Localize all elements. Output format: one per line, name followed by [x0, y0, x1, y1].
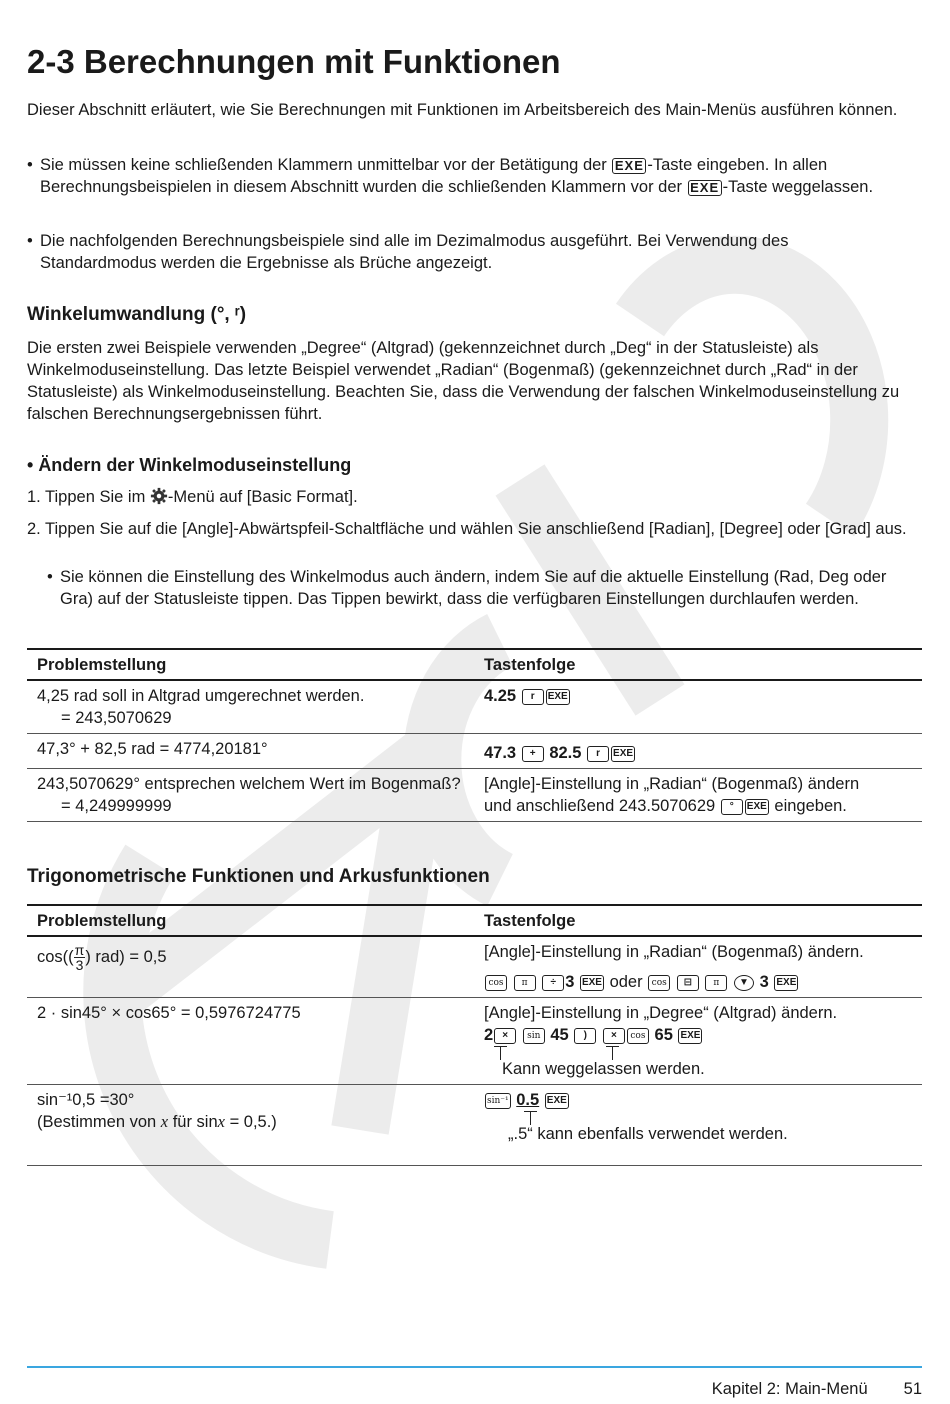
- keys-instruction: [Angle]-Einstellung in „Degree“ (Altgrad) ändern.: [484, 1004, 838, 1022]
- keys-instruction-text: und anschließend 243.5070629: [484, 797, 716, 815]
- table-row: [27, 769, 922, 822]
- problem-result: = 243,5070629: [61, 709, 172, 727]
- bullet-text: [40, 154, 907, 198]
- angle-conversion-table: [27, 648, 922, 822]
- bullet-text-part: -Taste eingeben. In allen Berechnungsbeispielen in diesem Abschnitt wurden die schließenden Klammern vor der: [40, 156, 828, 196]
- exe-key-icon: EXE: [545, 1093, 569, 1109]
- keys-instruction: [Angle]-Einstellung in „Radian“ (Bogenmaß) ändern: [484, 775, 860, 793]
- bullet-decimal-mode: [27, 230, 907, 274]
- key-input-number: 4.25: [484, 687, 517, 705]
- fraction-key-icon: ⊟: [677, 975, 699, 991]
- bullet-text: Sie können die Einstellung des Winkelmodus auch ändern, indem Sie auf die aktuelle Einstellung (Rad, Deg oder Gra) auf der Statusleiste tippen. Das Tippen bewirkt, dass die verfügbaren Einstellungen durchlaufen werden.: [60, 568, 887, 608]
- step-1: [27, 486, 358, 508]
- key-input-number: 47.3: [484, 744, 517, 762]
- fraction-denominator: 3: [75, 957, 84, 973]
- problem-text-part: = 0,5.): [224, 1113, 277, 1131]
- keys-instruction: [484, 795, 912, 817]
- exe-key-icon: EXE: [745, 799, 769, 815]
- subheading-text: Ändern der Winkelmoduseinstellung: [38, 455, 352, 475]
- problem-cell: 2 · sin45° × cos65° = 0,5976724775: [27, 998, 474, 1085]
- problem-cell: [27, 1085, 474, 1166]
- table-row: [27, 734, 922, 769]
- key-input-number: 65: [654, 1026, 673, 1044]
- multiply-key-icon: ×: [494, 1028, 516, 1044]
- omit-marker-line: [500, 1046, 501, 1060]
- degree-key-icon: °: [721, 799, 743, 815]
- column-header-problem: Problemstellung: [27, 905, 474, 936]
- sin-key-icon: sin: [523, 1028, 545, 1044]
- step-text: -Menü auf [Basic Format].: [167, 488, 358, 506]
- key-sequence: [484, 1024, 912, 1046]
- step-text: 1. Tippen Sie im: [27, 488, 150, 506]
- angle-conversion-text: Die ersten zwei Beispiele verwenden „Degree“ (Altgrad) (gekennzeichnet durch „Deg“ in der Statusleiste) als Winkelmoduseinstellung. Das letzte Beispiel verwendet „Radian“ (Bogenmaß) (gekennzeichnet durch „Rad“ in der Statusleiste) als Winkelmoduseinstellung. Beachten Sie, dass die Verwendung der falschen Winkelmoduseinstellung zu falschen Berechnungsergebnissen führt.: [27, 339, 900, 423]
- fraction: [74, 943, 86, 972]
- alt-input-note: „.5“ kann ebenfalls verwendet werden.: [508, 1125, 788, 1143]
- intro-text: Dieser Abschnitt erläutert, wie Sie Berechnungen mit Funktionen im Arbeitsbereich des Main-Menüs ausführen können.: [27, 101, 898, 119]
- key-input-number: 82.5: [549, 744, 582, 762]
- exe-key-icon: EXE: [678, 1028, 702, 1044]
- keys-cell: [474, 1085, 922, 1166]
- cos-key-icon: cos: [627, 1028, 649, 1044]
- column-header-problem: Problemstellung: [27, 649, 474, 680]
- bullet-dot: •: [27, 156, 33, 174]
- cos-key-icon: cos: [485, 975, 507, 991]
- alt-input-marker-lines: [484, 1111, 912, 1127]
- omit-marker-line: [612, 1046, 613, 1060]
- table-row: [27, 1085, 922, 1166]
- variable-x: x: [217, 1112, 225, 1131]
- problem-text-part: (Bestimmen von: [37, 1113, 161, 1131]
- omit-marker-lines: [484, 1046, 912, 1062]
- settings-gear-icon: [150, 487, 168, 505]
- keys-or-text: oder: [609, 973, 643, 991]
- keys-cell: [474, 998, 922, 1085]
- keys-instruction-text: eingeben.: [774, 797, 847, 815]
- table-header-row: [27, 905, 922, 936]
- step-2-note: [47, 566, 917, 610]
- table-row: [27, 680, 922, 734]
- trig-functions-table: [27, 904, 922, 1166]
- exe-key-icon: EXE: [688, 180, 722, 196]
- problem-text: ) rad) = 0,5: [85, 947, 167, 966]
- plus-key-icon: +: [522, 746, 544, 762]
- problem-text: 243,5070629° entsprechen welchem Wert im Bogenmaß?: [37, 775, 461, 793]
- divide-key-icon: ÷: [542, 975, 564, 991]
- radian-key-icon: r: [587, 746, 609, 762]
- step-2: 2. Tippen Sie auf die [Angle]-Abwärtspfeil-Schaltfläche und wählen Sie anschließend [Radian], [Degree] oder [Grad] aus.: [27, 520, 907, 538]
- table-header-row: [27, 649, 922, 680]
- exe-key-icon: EXE: [612, 158, 646, 174]
- exe-key-icon: EXE: [546, 689, 570, 705]
- key-sequence: [484, 1089, 912, 1111]
- problem-text: cos((: [37, 947, 74, 966]
- bullet-text-part: -Taste weggelassen.: [722, 178, 874, 196]
- multiply-key-icon: ×: [603, 1028, 625, 1044]
- problem-cell: [27, 769, 474, 822]
- close-paren-key-icon: ): [574, 1028, 596, 1044]
- key-input-number: 2: [484, 1026, 494, 1044]
- variable-x: x: [160, 1112, 169, 1131]
- key-input-number: 45: [550, 1026, 569, 1044]
- keys-cell: [474, 936, 922, 998]
- footer-page-number: 51: [903, 1380, 922, 1398]
- fraction-numerator: π: [74, 942, 85, 958]
- problem-cell: [27, 680, 474, 734]
- cos-key-icon: cos: [648, 975, 670, 991]
- page-title: 2-3 Berechnungen mit Funktionen: [27, 43, 561, 80]
- problem-text-part: für sin: [168, 1113, 218, 1131]
- footer-chapter: Kapitel 2: Main-Menü: [711, 1380, 868, 1398]
- section-heading-angle-conversion: Winkelumwandlung (°, ʳ): [27, 304, 247, 325]
- table-row: [27, 936, 922, 998]
- alt-input-marker-line: [530, 1111, 531, 1125]
- key-input-number: 0.5: [516, 1091, 540, 1109]
- page-footer: [712, 1378, 922, 1400]
- problem-text: sin⁻¹0,5 =30°: [37, 1091, 135, 1109]
- omit-note: Kann weggelassen werden.: [502, 1060, 705, 1078]
- cursor-down-key-icon: ▼: [734, 975, 754, 991]
- bullet-text: Die nachfolgenden Berechnungsbeispiele sind alle im Dezimalmodus ausgeführt. Bei Verwendung des Standardmodus werden die Ergebnisse als Brüche angezeigt.: [40, 232, 789, 272]
- pi-key-icon: π: [705, 975, 727, 991]
- problem-text: [37, 1111, 464, 1133]
- bullet-text-part: Sie müssen keine schließenden Klammern unmittelbar vor der Betätigung der: [40, 156, 612, 174]
- keys-cell: [474, 769, 922, 822]
- column-header-keys: Tastenfolge: [474, 649, 922, 680]
- problem-cell: [27, 936, 474, 998]
- problem-cell: 47,3° + 82,5 rad = 4774,20181°: [27, 734, 474, 769]
- table-row: [27, 998, 922, 1085]
- radian-key-icon: r: [522, 689, 544, 705]
- problem-text: 4,25 rad soll in Altgrad umgerechnet werden.: [37, 687, 365, 705]
- exe-key-icon: EXE: [611, 746, 635, 762]
- problem-result: = 4,249999999: [61, 797, 172, 815]
- keys-instruction: [Angle]-Einstellung in „Radian“ (Bogenmaß) ändern.: [484, 943, 864, 961]
- bullet-closing-parentheses: [27, 154, 907, 198]
- exe-key-icon: EXE: [580, 975, 604, 991]
- arcsin-key-icon: sin⁻¹: [485, 1093, 511, 1109]
- column-header-keys: Tastenfolge: [474, 905, 922, 936]
- key-input-number: 3: [565, 973, 575, 991]
- key-input-number: 3: [759, 973, 769, 991]
- subheading-change-angle-mode: • Ändern der Winkelmoduseinstellung: [27, 455, 352, 475]
- key-sequence: [484, 971, 912, 993]
- bullet-dot: •: [47, 568, 53, 586]
- keys-cell: [474, 680, 922, 734]
- keys-cell: [474, 734, 922, 769]
- exe-key-icon: EXE: [774, 975, 798, 991]
- footer-divider: [27, 1366, 922, 1368]
- pi-key-icon: π: [514, 975, 536, 991]
- section-heading-trig-functions: Trigonometrische Funktionen und Arkusfunktionen: [27, 866, 490, 887]
- bullet-dot: •: [27, 232, 33, 250]
